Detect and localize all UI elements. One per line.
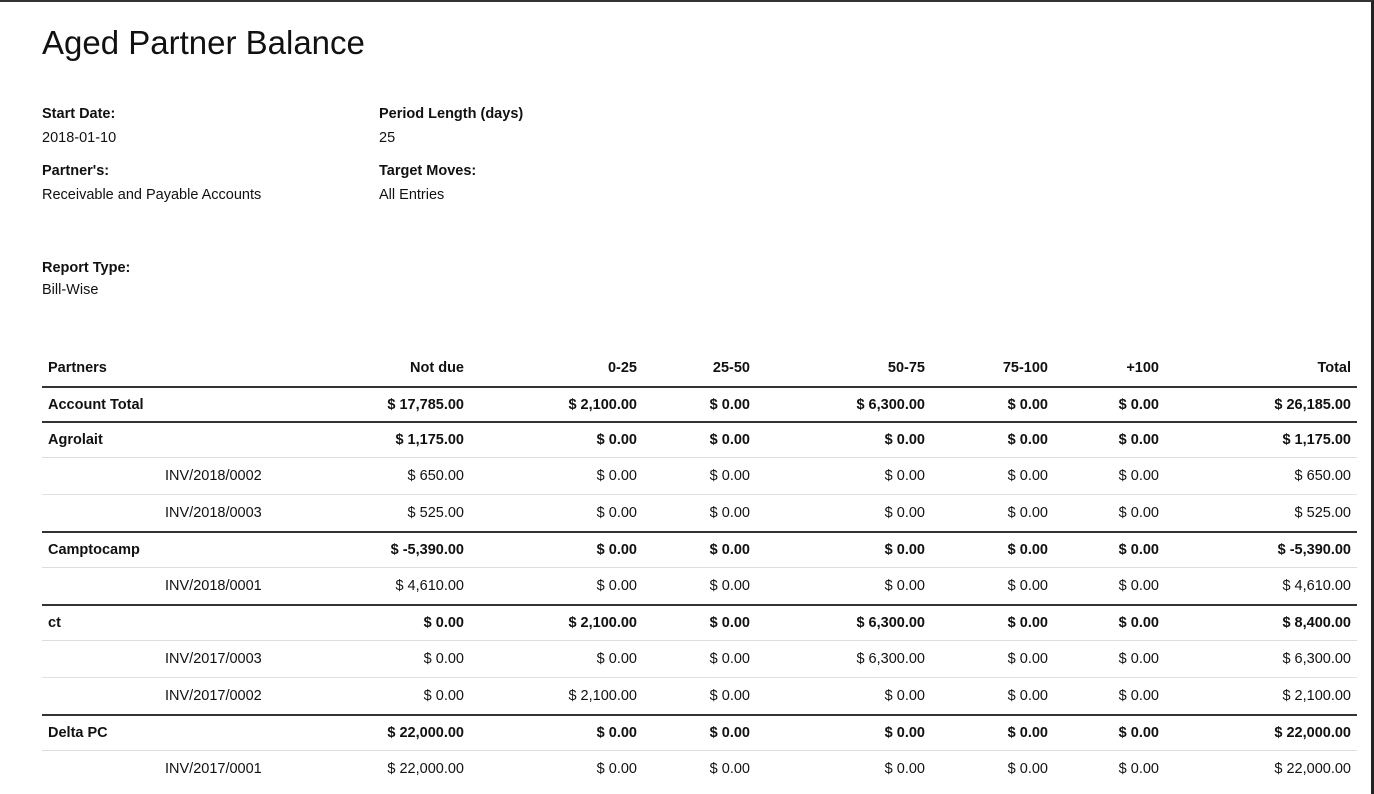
- amount-cell: $ 0.00: [643, 641, 756, 678]
- amount-cell: $ 0.00: [884, 761, 925, 777]
- amount-cell: $ 0.00: [470, 641, 643, 678]
- amount-cell: $ 0.00: [643, 495, 756, 533]
- amount-cell: $ 6,300.00: [1165, 641, 1357, 678]
- invoice-ref: INV/2018/0001: [42, 568, 310, 606]
- amount-cell: $ 0.00: [643, 715, 756, 751]
- invoice-row: [42, 568, 1357, 606]
- amount-cell: $ 0.00: [1054, 495, 1165, 533]
- target-moves-value: All Entries: [379, 187, 445, 203]
- amount-cell: $ 0.00: [931, 678, 1054, 716]
- header-50-75: 50-75: [756, 350, 931, 387]
- amount-cell: $ 0.00: [643, 458, 756, 495]
- invoice-ref: INV/2017/0001: [165, 761, 262, 777]
- invoice-row: [42, 641, 1357, 678]
- period-length-label: Period Length (days): [379, 106, 524, 122]
- invoice-ref: INV/2018/0003: [42, 495, 310, 533]
- amount-cell: $ 0.00: [1054, 605, 1165, 641]
- amount-cell: $ 0.00: [310, 641, 470, 678]
- amount-cell: $ 0.00: [756, 422, 931, 458]
- amount-cell: $ 0.00: [470, 422, 643, 458]
- header-25-50: 25-50: [643, 350, 756, 387]
- amount-cell: $ 0.00: [1054, 422, 1165, 458]
- account-total-row: [42, 387, 1357, 422]
- start-date-field: [42, 105, 116, 147]
- amount-cell: $ 0.00: [470, 495, 643, 533]
- amount-cell: $ 4,610.00: [310, 568, 470, 606]
- amount-cell: $ 1,175.00: [310, 422, 470, 458]
- amount-cell: $ 0.00: [596, 761, 637, 777]
- amount-cell: $ 2,100.00: [470, 605, 643, 641]
- header-100-plus: +100: [1054, 350, 1165, 387]
- amount-cell: $ 22,000.00: [310, 715, 470, 751]
- invoice-row: [42, 751, 1357, 788]
- amount-cell: $ 8,400.00: [1165, 605, 1357, 641]
- header-0-25: 0-25: [470, 350, 643, 387]
- amount-cell: $ 0.00: [643, 387, 756, 422]
- partners-field: [42, 162, 261, 204]
- report-title: Aged Partner Balance: [42, 24, 365, 61]
- header-total: Total: [1165, 350, 1357, 387]
- table-header-row: [42, 350, 1357, 387]
- amount-cell: $ 0.00: [931, 715, 1054, 751]
- amount-cell: $ 0.00: [470, 458, 643, 495]
- amount-cell: $ 0.00: [931, 387, 1054, 422]
- invoice-ref: INV/2017/0002: [42, 678, 310, 716]
- amount-cell: $ 17,785.00: [310, 387, 470, 422]
- header-75-100: 75-100: [931, 350, 1054, 387]
- aged-balance-table: [42, 350, 1357, 787]
- amount-cell: $ 0.00: [931, 495, 1054, 533]
- amount-cell: $ 0.00: [310, 678, 470, 716]
- partner-name: Agrolait: [42, 422, 310, 458]
- start-date-label: Start Date:: [42, 106, 116, 122]
- amount-cell: $ 0.00: [1054, 678, 1165, 716]
- amount-cell: $ 0.00: [643, 605, 756, 641]
- report-type-field: [42, 259, 130, 299]
- amount-cell: $ 6,300.00: [756, 605, 931, 641]
- amount-cell: $ 0.00: [931, 458, 1054, 495]
- account-total-label: Account Total: [42, 387, 310, 422]
- header-not-due: Not due: [310, 350, 470, 387]
- amount-cell: $ 525.00: [310, 495, 470, 533]
- amount-cell: $ 6,300.00: [756, 387, 931, 422]
- partner-name: Camptocamp: [42, 532, 310, 568]
- amount-cell: $ 525.00: [1165, 495, 1357, 533]
- amount-cell: $ 0.00: [1054, 715, 1165, 751]
- amount-cell: $ 0.00: [470, 715, 643, 751]
- amount-cell: $ 0.00: [643, 422, 756, 458]
- amount-cell: $ 0.00: [756, 678, 931, 716]
- amount-cell: $ 0.00: [470, 532, 643, 568]
- amount-cell: $ 0.00: [931, 641, 1054, 678]
- amount-cell: $ 0.00: [470, 568, 643, 606]
- amount-cell: $ 0.00: [1054, 641, 1165, 678]
- amount-cell: $ 650.00: [1165, 458, 1357, 495]
- partner-row: [42, 605, 1357, 641]
- partners-label: Partner's:: [42, 163, 110, 179]
- partner-row: [42, 715, 1357, 751]
- partners-value: Receivable and Payable Accounts: [42, 187, 262, 203]
- period-length-value: 25: [379, 130, 396, 146]
- amount-cell: $ 0.00: [756, 495, 931, 533]
- amount-cell: $ 0.00: [643, 532, 756, 568]
- amount-cell: $ 0.00: [931, 568, 1054, 606]
- invoice-row: [42, 495, 1357, 533]
- amount-cell: $ -5,390.00: [1165, 532, 1357, 568]
- header-partners: Partners: [42, 350, 310, 387]
- period-length-field: [379, 105, 523, 147]
- amount-cell: $ 0.00: [931, 422, 1054, 458]
- amount-cell: $ -5,390.00: [310, 532, 470, 568]
- amount-cell: $ 2,100.00: [470, 678, 643, 716]
- amount-cell: $ 22,000.00: [1274, 761, 1351, 777]
- partner-row: [42, 532, 1357, 568]
- amount-cell: $ 1,175.00: [1165, 422, 1357, 458]
- amount-cell: $ 6,300.00: [756, 641, 931, 678]
- amount-cell: $ 0.00: [756, 532, 931, 568]
- invoice-ref: INV/2017/0003: [42, 641, 310, 678]
- amount-cell: $ 650.00: [310, 458, 470, 495]
- target-moves-label: Target Moves:: [379, 163, 477, 179]
- partner-name: Delta PC: [42, 715, 310, 751]
- amount-cell: $ 0.00: [931, 532, 1054, 568]
- amount-cell: $ 0.00: [1054, 387, 1165, 422]
- amount-cell: $ 0.00: [643, 568, 756, 606]
- amount-cell: $ 2,100.00: [1165, 678, 1357, 716]
- amount-cell: $ 0.00: [931, 605, 1054, 641]
- invoice-ref: INV/2018/0002: [42, 458, 310, 495]
- invoice-row: [42, 458, 1357, 495]
- report-type-value: Bill-Wise: [42, 282, 99, 298]
- amount-cell: $ 2,100.00: [470, 387, 643, 422]
- amount-cell: $ 0.00: [1054, 532, 1165, 568]
- amount-cell: $ 0.00: [709, 761, 750, 777]
- amount-cell: $ 4,610.00: [1165, 568, 1357, 606]
- amount-cell: $ 0.00: [1054, 458, 1165, 495]
- amount-cell: $ 22,000.00: [1165, 715, 1357, 751]
- amount-cell: $ 0.00: [756, 715, 931, 751]
- amount-cell: $ 0.00: [643, 678, 756, 716]
- amount-cell: $ 0.00: [1054, 568, 1165, 606]
- amount-cell: $ 26,185.00: [1165, 387, 1357, 422]
- amount-cell: $ 0.00: [756, 458, 931, 495]
- target-moves-field: [379, 162, 476, 204]
- report-type-label: Report Type:: [42, 260, 131, 276]
- invoice-row: [42, 678, 1357, 716]
- amount-cell: $ 22,000.00: [387, 761, 464, 777]
- partner-name: ct: [42, 605, 310, 641]
- amount-cell: $ 0.00: [310, 605, 470, 641]
- start-date-value: 2018-01-10: [42, 130, 117, 146]
- amount-cell: $ 0.00: [756, 568, 931, 606]
- amount-cell: $ 0.00: [1007, 761, 1048, 777]
- amount-cell: $ 0.00: [1118, 761, 1159, 777]
- partner-row: [42, 422, 1357, 458]
